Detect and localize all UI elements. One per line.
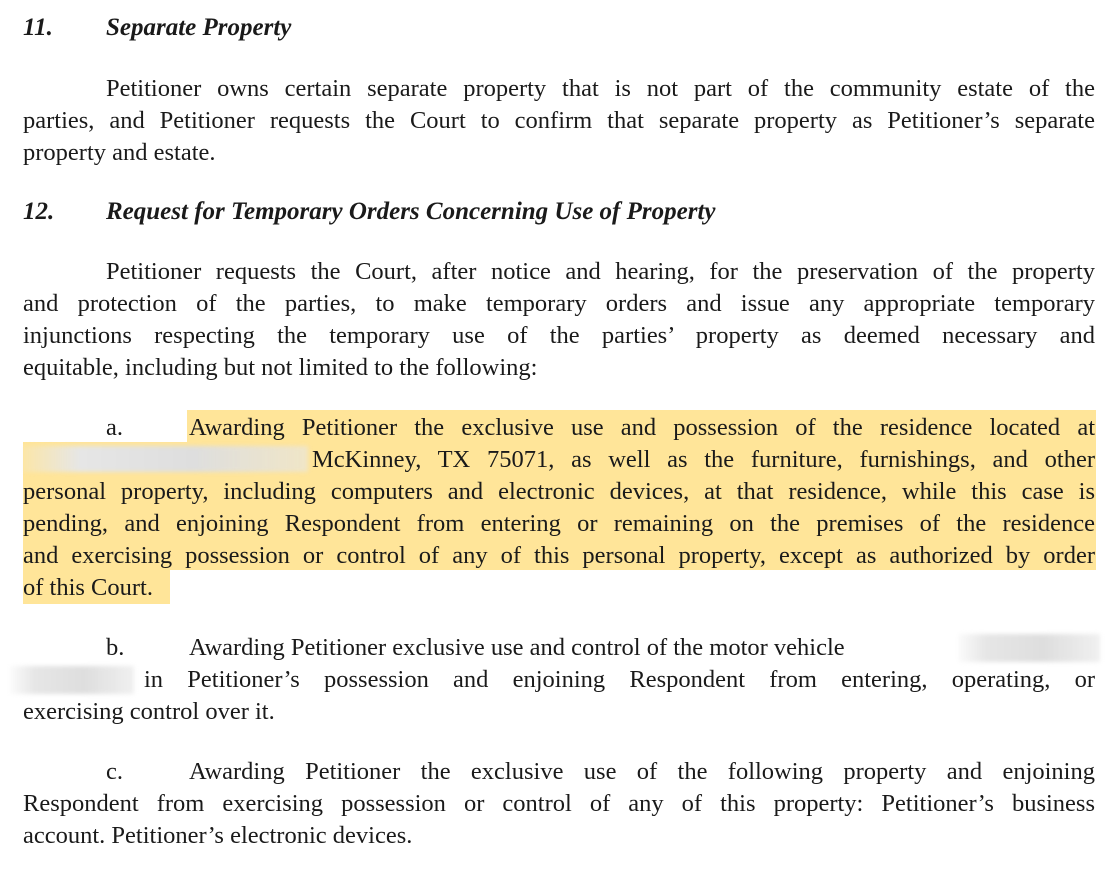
paragraph-line: equitable, including but not limited to the following: bbox=[23, 354, 538, 381]
item-c-line: Awarding Petitioner the exclusive use of the following property and enjoining bbox=[189, 758, 1095, 785]
list-marker-a: a. bbox=[106, 414, 123, 441]
list-marker-c: c. bbox=[106, 758, 123, 785]
item-a-line: pending, and enjoining Respondent from entering or remaining on the premises of the residence bbox=[23, 510, 1095, 537]
item-b-line: in Petitioner’s possession and enjoining Respondent from entering, operating, or bbox=[144, 666, 1095, 693]
redacted-address bbox=[23, 446, 308, 472]
item-c-line: account. Petitioner’s electronic devices. bbox=[23, 822, 413, 849]
item-a-line: Awarding Petitioner the exclusive use and possession of the residence located at bbox=[189, 414, 1095, 441]
item-b-line: exercising control over it. bbox=[23, 698, 275, 725]
paragraph-line: property and estate. bbox=[23, 139, 216, 166]
paragraph-line: parties, and Petitioner requests the Court to confirm that separate property as Petitioner’s separate bbox=[23, 107, 1095, 134]
paragraph-line: Petitioner requests the Court, after notice and hearing, for the preservation of the property bbox=[106, 258, 1095, 285]
item-a-line: personal property, including computers and electronic devices, at that residence, while this case is bbox=[23, 478, 1095, 505]
section-title-temporary-orders: Request for Temporary Orders Concerning Use of Property bbox=[106, 198, 716, 225]
paragraph-line: injunctions respecting the temporary use of the parties’ property as deemed necessary and bbox=[23, 322, 1095, 349]
redacted-vehicle bbox=[10, 666, 134, 694]
item-a-line: McKinney, TX 75071, as well as the furniture, furnishings, and other bbox=[312, 446, 1095, 473]
redacted-vehicle bbox=[958, 634, 1100, 662]
item-c-line: Respondent from exercising possession or control of any of this property: Petitioner’s business bbox=[23, 790, 1095, 817]
section-title-separate-property: Separate Property bbox=[106, 14, 292, 41]
item-b-line: Awarding Petitioner exclusive use and control of the motor vehicle bbox=[189, 634, 845, 661]
section-number-11: 11. bbox=[23, 14, 53, 41]
section-number-12: 12. bbox=[23, 198, 55, 225]
item-a-line: of this Court. bbox=[23, 574, 153, 601]
paragraph-line: and protection of the parties, to make temporary orders and issue any appropriate temporary bbox=[23, 290, 1095, 317]
item-a-line: and exercising possession or control of any of this personal property, except as authorized by order bbox=[23, 542, 1095, 569]
list-marker-b: b. bbox=[106, 634, 125, 661]
paragraph-line: Petitioner owns certain separate property that is not part of the community estate of the bbox=[106, 75, 1095, 102]
